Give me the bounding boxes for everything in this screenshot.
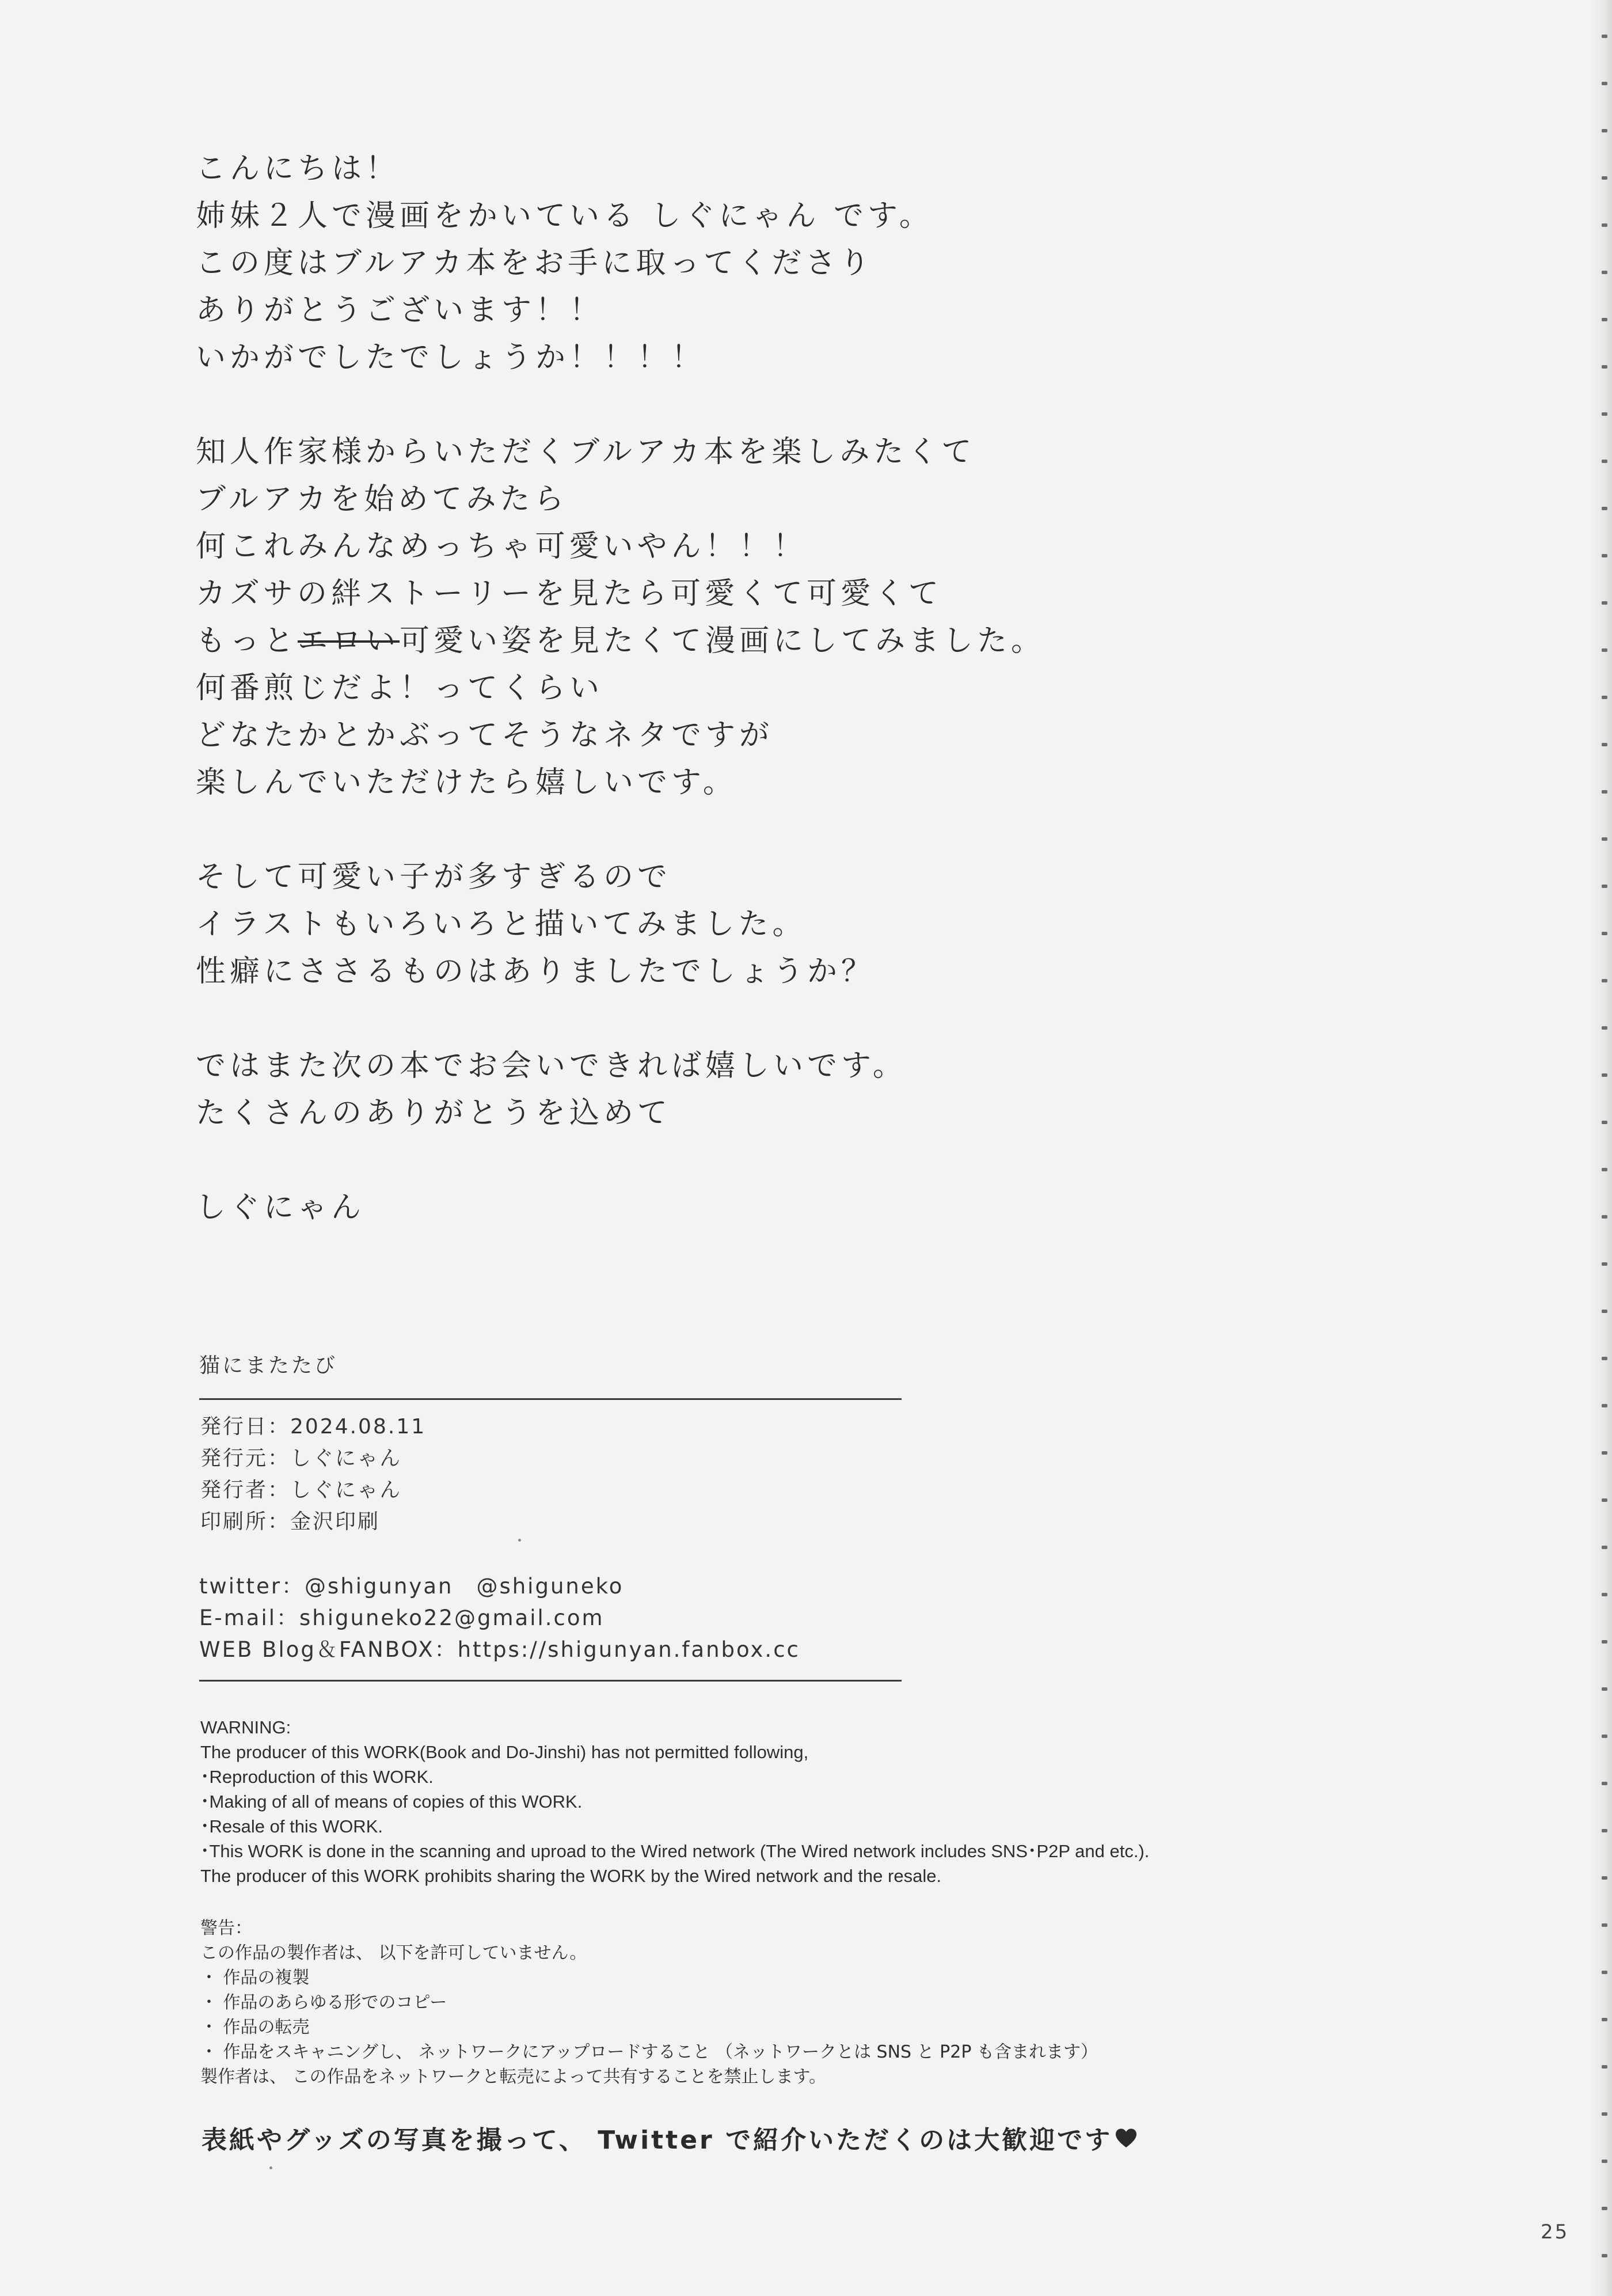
struck-word: エロい <box>298 624 400 658</box>
page-number: 25 <box>1541 2221 1569 2244</box>
strike-line-before: もっと <box>196 624 298 658</box>
message-line: いかがでしたでしょうか！！！！ <box>196 340 706 375</box>
binding-hole <box>1602 1593 1607 1596</box>
heart-icon <box>1115 2126 1138 2155</box>
message-line: 何これみんなめっちゃ可愛いやん！！！ <box>196 529 807 564</box>
warning-line: The producer of this WORK(Book and Do-Jinshi) has not permitted following, <box>200 1742 809 1762</box>
message-line: 何番煎じだよ！ってくらい <box>196 671 604 705</box>
binding-hole <box>1602 365 1607 369</box>
warning-line: ・ 作品の転売 <box>200 2017 310 2037</box>
paragraph-gap <box>196 1137 1347 1184</box>
closing-message <box>202 2119 1138 2156</box>
binding-hole <box>1602 1923 1607 1927</box>
warning-line: 製作者は、 この作品をネットワークと転売によって共有することを禁止します。 <box>200 2067 827 2087</box>
colophon-contact <box>199 1570 800 1665</box>
warning-english <box>200 1715 1149 1888</box>
colophon-divider-bottom <box>199 1680 902 1682</box>
publisher: 発行元：しぐにゃん <box>200 1447 402 1470</box>
binding-hole <box>1602 1121 1607 1124</box>
colophon-info <box>200 1411 426 1538</box>
binding-hole <box>1602 1451 1607 1455</box>
message-line: たくさんのありがとうを込めて <box>196 1096 672 1130</box>
printer: 印刷所：金沢印刷 <box>200 1510 381 1534</box>
binding-hole <box>1602 271 1607 274</box>
binding-hole <box>1602 1876 1607 1880</box>
fanbox-url: WEB Blog＆FANBOX：https://shigunyan.fanbox.cc <box>199 1637 800 1662</box>
binding-hole <box>1602 932 1607 935</box>
binding-hole <box>1602 1735 1607 1738</box>
binding-hole <box>1602 837 1607 841</box>
warning-line: ・ 作品のあらゆる形でのコピー <box>200 1993 447 2013</box>
binding-hole <box>1602 1026 1607 1030</box>
binding-hole <box>1602 601 1607 605</box>
binding-hole <box>1602 885 1607 888</box>
binding-hole <box>1602 1310 1607 1313</box>
binding-hole <box>1602 1782 1607 1785</box>
binding-hole <box>1602 2065 1607 2069</box>
message-line: ブルアカを始めてみたら <box>196 482 568 517</box>
binding-hole <box>1602 2018 1607 2021</box>
paragraph-gap <box>196 806 1347 853</box>
binding-hole <box>1602 223 1607 227</box>
warning-line: ・ 作品をスキャニングし、 ネットワークにアップロードすること （ネットワークとは SNS と P2P も含まれます） <box>200 2042 1098 2062</box>
message-line: 性癖にささるものはありましたでしょうか？ <box>196 954 876 989</box>
binding-hole <box>1602 1546 1607 1549</box>
warning-line: ・ 作品の複製 <box>200 1968 310 1988</box>
message-line: この度はブルアカ本をお手に取ってくださり <box>196 246 874 280</box>
binding-hole <box>1602 1215 1607 1219</box>
binding-hole <box>1602 554 1607 557</box>
binding-hole <box>1602 696 1607 699</box>
binding-hole <box>1602 790 1607 794</box>
author-signature: しぐにゃん <box>196 1190 365 1225</box>
warning-line: ･Reproduction of this WORK. <box>200 1767 434 1787</box>
colophon-divider-top <box>199 1398 902 1400</box>
binding-hole <box>1602 2112 1607 2116</box>
binding-hole <box>1602 2160 1607 2163</box>
binding-hole <box>1602 1829 1607 1832</box>
binding-hole <box>1602 460 1607 463</box>
binding-hole <box>1602 1404 1607 1407</box>
issuer: 発行者：しぐにゃん <box>200 1478 402 1502</box>
warning-line: ･Resale of this WORK. <box>200 1816 383 1836</box>
warning-line: この作品の製作者は、 以下を許可していません。 <box>200 1943 587 1963</box>
afterword-message <box>196 145 1347 1231</box>
scan-speck <box>518 1539 521 1542</box>
message-line: こんにちは！ <box>196 151 400 186</box>
warning-line: 警告： <box>200 1918 252 1938</box>
binding-hole <box>1602 129 1607 132</box>
binding-hole <box>1602 1640 1607 1644</box>
binding-hole <box>1602 35 1607 38</box>
warning-japanese <box>200 1916 1098 2089</box>
warning-line: ･Making of all of means of copies of this WORK. <box>200 1792 583 1812</box>
message-line: ではまた次の本でお会いできれば嬉しいです。 <box>196 1049 907 1083</box>
message-line: どなたかとかぶってそうなネタですが <box>196 718 774 753</box>
binding-hole <box>1602 648 1607 652</box>
warning-line: WARNING: <box>200 1717 291 1737</box>
circle-name: 猫にまたたび <box>199 1354 338 1377</box>
binding-hole <box>1602 507 1607 510</box>
closing-text: 表紙やグッズの写真を撮って、 Twitter で紹介いただくのは大歓迎です <box>202 2126 1113 2155</box>
message-line: イラストもいろいろと描いてみました。 <box>196 907 807 942</box>
message-line: ありがとうございます！！ <box>196 293 604 328</box>
binding-hole <box>1602 1168 1607 1171</box>
binding-hole <box>1602 1357 1607 1360</box>
binding-hole <box>1602 2207 1607 2210</box>
binding-edge <box>1589 0 1612 2296</box>
binding-hole <box>1602 412 1607 416</box>
binding-hole <box>1602 979 1607 982</box>
scan-speck <box>269 2166 272 2169</box>
binding-hole <box>1602 1073 1607 1077</box>
message-line: 知人作家様からいただくブルアカ本を楽しみたくて <box>196 435 976 469</box>
twitter-handles: twitter：@shigunyan @shiguneko <box>199 1574 624 1599</box>
binding-hole <box>1602 1971 1607 1974</box>
warning-line: ･This WORK is done in the scanning and uproad to the Wired network (The Wired network includes SNS･P2P and etc.). <box>200 1841 1150 1861</box>
message-line: そして可愛い子が多すぎるので <box>196 860 672 894</box>
message-line: 姉妹２人で漫画をかいている しぐにゃん です。 <box>196 199 933 233</box>
paragraph-gap <box>196 995 1347 1042</box>
publish-date: 発行日：2024.08.11 <box>200 1415 427 1439</box>
binding-hole <box>1602 318 1607 321</box>
binding-hole <box>1602 2254 1607 2257</box>
email-address: E-mail：shiguneko22@gmail.com <box>199 1606 604 1630</box>
binding-hole <box>1602 1262 1607 1266</box>
warning-line: The producer of this WORK prohibits sharing the WORK by the Wired network and the resale. <box>200 1866 942 1886</box>
binding-hole <box>1602 1687 1607 1691</box>
binding-hole <box>1602 82 1607 85</box>
message-line: 楽しんでいただけたら嬉しいです。 <box>196 765 737 800</box>
binding-hole <box>1602 1498 1607 1502</box>
strike-line-after: 可愛い姿を見たくて漫画にしてみました。 <box>400 624 1045 658</box>
paragraph-gap <box>196 381 1347 428</box>
binding-hole <box>1602 176 1607 180</box>
binding-hole <box>1602 743 1607 746</box>
message-line: カズサの絆ストーリーを見たら可愛くて可愛くて <box>196 576 942 611</box>
message-line-with-strikethrough <box>196 617 1347 665</box>
